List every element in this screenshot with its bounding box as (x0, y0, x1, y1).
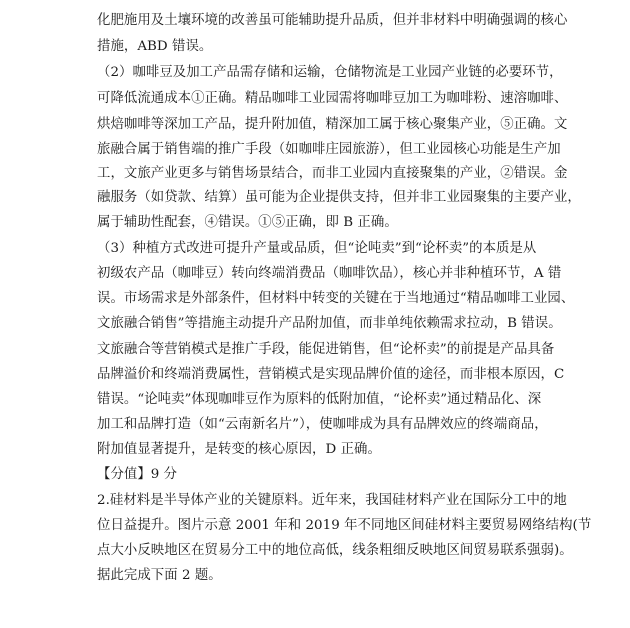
text-line: 烘焙咖啡等深加工产品，提升附加值，精深加工属于核心聚集产业，⑤正确。文 (97, 117, 568, 132)
text-line: 属于辅助性配套，④错误。①⑤正确，即 B 正确。 (97, 215, 398, 230)
text-line: （3）种植方式改进可提升产量或品质，但“论吨卖”到“论杯卖”的本质是从 (97, 241, 537, 256)
text-line: 可降低流通成本①正确。精品咖啡工业园需将咖啡豆加工为咖啡粉、速溶咖啡、 (97, 91, 568, 106)
text-line: 错误。“论吨卖”体现咖啡豆作为原料的低附加值，“论杯卖”通过精品化、深 (97, 392, 542, 407)
question-line: 据此完成下面 2 题。 (97, 568, 222, 583)
score-line: 【分值】9 分 (97, 467, 178, 482)
text-line: 旅融合属于销售端的推广手段（如咖啡庄园旅游），但工业园核心功能是生产加 (97, 142, 561, 157)
text-line: 品牌溢价和终端消费属性，营销模式是实现品牌价值的途径，而非根本原因，C (97, 367, 565, 382)
question-line: 位日益提升。图片示意 2001 年和 2019 年不同地区间硅材料主要贸易网络结构(节 (97, 518, 592, 533)
text-line: 措施，ABD 错误。 (97, 39, 213, 54)
text-line: （2）咖啡豆及加工产品需存储和运输，仓储物流是工业园产业链的必要环节， (97, 65, 563, 80)
text-line: 加工和品牌打造（如“云南新名片”），使咖啡成为具有品牌效应的终端商品， (97, 417, 548, 432)
question-line: 点大小反映地区在贸易分工中的地位高低，线条粗细反映地区间贸易联系强弱)。 (97, 543, 573, 558)
text-line: 附加值显著提升，是转变的核心原因，D 正确。 (97, 442, 381, 457)
text-line: 融服务（如贷款、结算）虽可能为企业提供支持，但并非工业园聚集的主要产业， (97, 190, 581, 205)
question-line: 2.硅材料是半导体产业的关键原料。近年来，我国硅材料产业在国际分工中的地 (97, 493, 567, 508)
text-line: 工，文旅产业更多与销售场景结合，而非工业园内直接聚集的产业，②错误。金 (97, 166, 568, 181)
text-line: 误。市场需求是外部条件，但材料中转变的关键在于当地通过“精品咖啡工业园、 (97, 291, 575, 306)
text-line: 化肥施用及土壤环境的改善虽可能辅助提升品质，但并非材料中明确强调的核心 (97, 13, 568, 28)
text-line: 初级农产品（咖啡豆）转向终端消费品（咖啡饮品），核心并非种植环节，A 错 (97, 266, 562, 281)
text-line: 文旅融合销售”等措施主动提升产品附加值，而非单纯依赖需求拉动，B 错误。 (97, 316, 562, 331)
text-line: 文旅融合等营销模式是推广手段，能促进销售，但“论杯卖”的前提是产品具备 (97, 342, 555, 357)
